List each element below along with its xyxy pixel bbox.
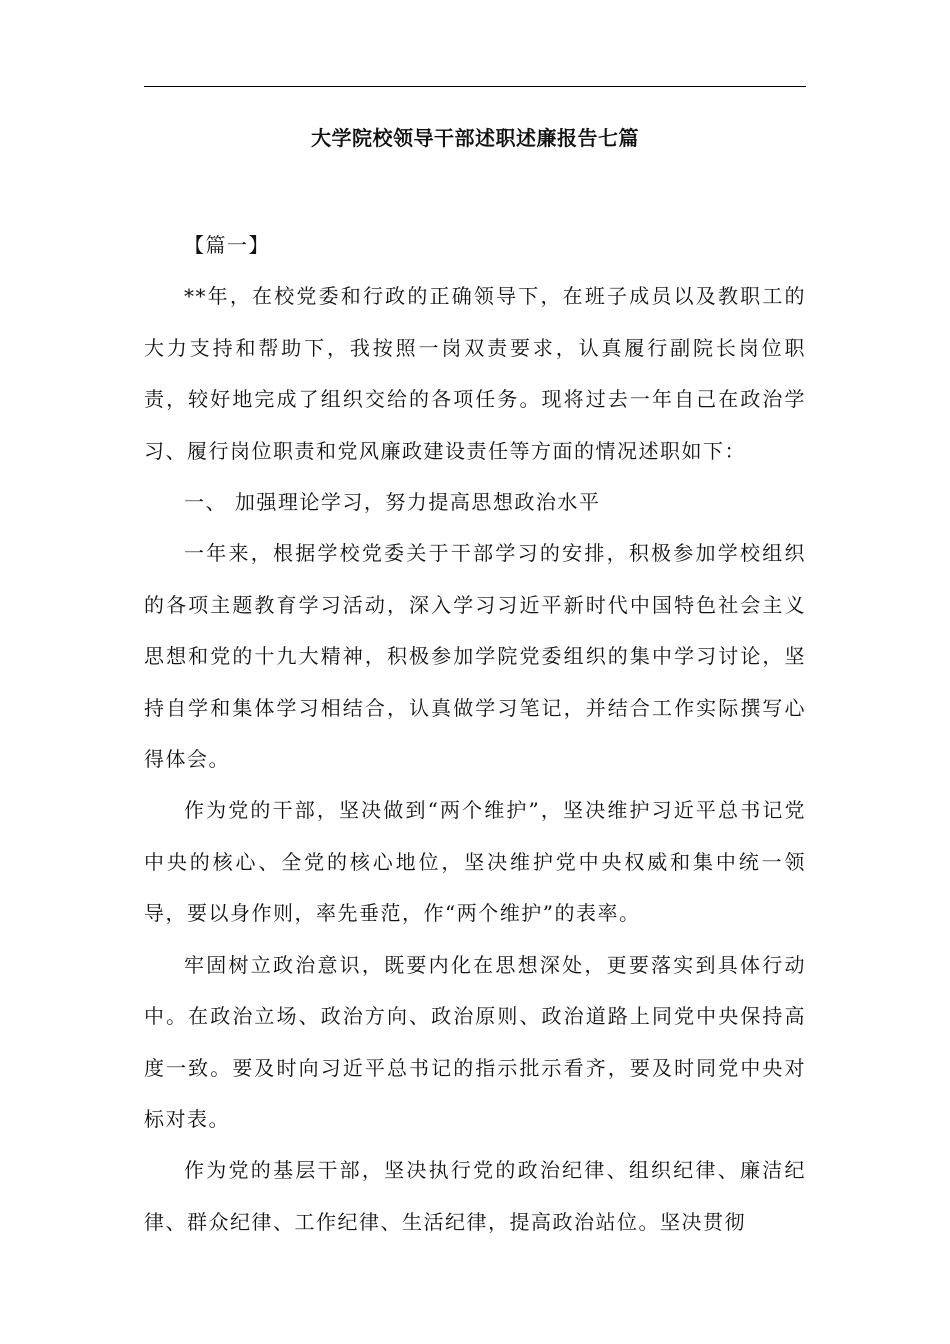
document-body (144, 220, 806, 1248)
document-title: 大学院校领导干部述职述廉报告七篇 (311, 126, 639, 150)
paragraph-discipline: 作为党的基层干部，坚决执行党的政治纪律、组织纪律、廉洁纪律、群众纪律、工作纪律、生活纪律，提高政治站位。坚决贯彻 (144, 1158, 806, 1234)
header-rule (144, 86, 806, 87)
paragraph-study: 一年来，根据学校党委关于干部学习的安排，积极参加学校组织的各项主题教育学习活动，深入学习习近平新时代中国特色社会主义思想和党的十九大精神，积极参加学院党委组织的集中学习讨论，坚持自学和集体学习相结合，认真做学习笔记，并结合工作实际撰写心得体会。 (144, 541, 806, 772)
paragraph-political-awareness: 牢固树立政治意识，既要内化在思想深处，更要落实到具体行动中。在政治立场、政治方向、政治原则、政治道路上同党中央保持高度一致。要及时向习近平总书记的指示批示看齐，要及时同党中央对标对表。 (144, 952, 806, 1131)
section-heading-1: 一、 加强理论学习，努力提高思想政治水平 (184, 490, 601, 515)
paragraph-intro: **年，在校党委和行政的正确领导下，在班子成员以及教职工的大力支持和帮助下，我按照一岗双责要求，认真履行副院长岗位职责，较好地完成了组织交给的各项任务。现将过去一年自己在政治学习、履行岗位职责和党风廉政建设责任等方面的情况述职如下： (144, 284, 806, 463)
section-label: 【篇一】 (184, 233, 270, 257)
paragraph-two-maintenances: 作为党的干部，坚决做到“两个维护”，坚决维护习近平总书记党中央的核心、全党的核心地位，坚决维护党中央权威和集中统一领导，要以身作则，率先垂范，作“两个维护”的表率。 (144, 798, 806, 926)
